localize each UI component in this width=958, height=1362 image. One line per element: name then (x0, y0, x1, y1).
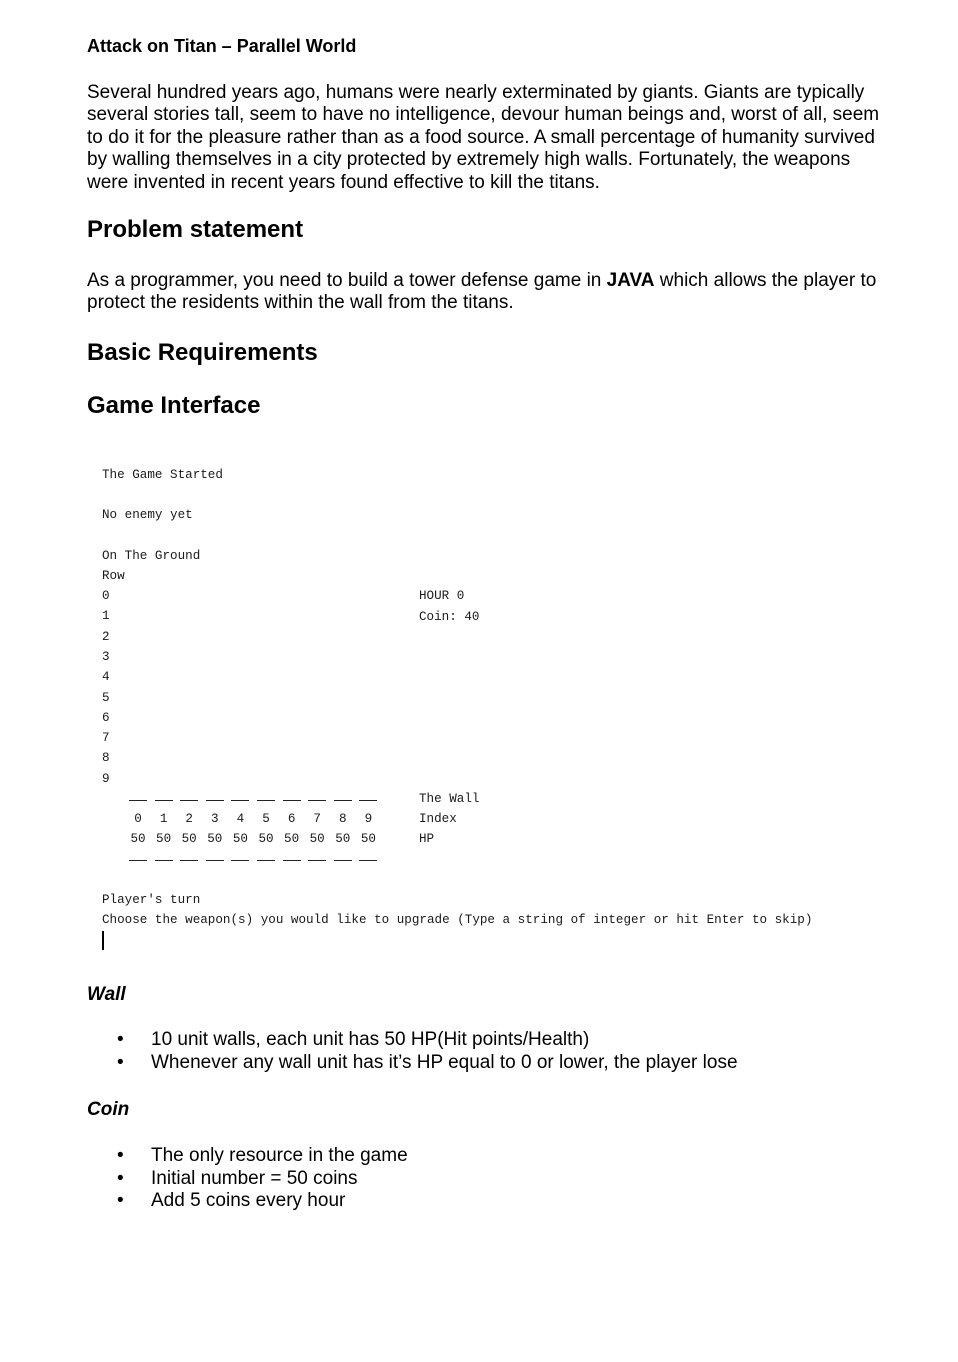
wall-divider-dash (359, 800, 377, 801)
wall-divider-dash (359, 860, 377, 861)
wall-divider-dash (257, 800, 275, 801)
wall-divider-dash (231, 860, 249, 861)
intro-paragraph: Several hundred years ago, humans were nearly exterminated by giants. Giants are typically several stories tall, seem to have no intelligence, devour human beings and, worst of all, seem to do it for the pleasure rather than as a food source. A small percentage of humanity survived by walling themselves in a city protected by extremely high walls. Fortunately, the weapons were invented in recent years found effective to kill the titans. (87, 82, 880, 193)
wall-hp-cell: 50 (360, 832, 376, 846)
wall-hp-cell: 50 (156, 832, 172, 846)
wall-index-cell: 1 (159, 812, 168, 826)
wall-index-cell: 7 (313, 812, 321, 826)
wall-divider-dash (334, 860, 352, 861)
console-prompt: Choose the weapon(s) you would like to upgrade (Type a string of integer or hit Enter to skip) (102, 913, 813, 927)
wall-divider-dash (308, 800, 326, 801)
wall-hp-cell: 50 (232, 832, 248, 846)
problem-paragraph (87, 270, 887, 315)
wall-index-cell: 2 (185, 812, 193, 826)
wall-hp-cell: 50 (284, 832, 300, 846)
wall-divider-dash (231, 800, 249, 801)
console-players-turn: Player's turn (102, 893, 201, 907)
console-row-number: 9 (102, 771, 110, 786)
wall-divider-dash (283, 800, 301, 801)
problem-text-end: which allows the player to protect the residents within the wall from the titans. (87, 270, 877, 314)
console-coin: Coin: 40 (419, 610, 480, 624)
console-row-number: 3 (102, 649, 110, 664)
wall-divider-dash (206, 860, 224, 861)
wall-heading: Wall (87, 984, 126, 1005)
wall-divider-dash (155, 860, 173, 861)
console-row-number: 1 (102, 609, 110, 624)
wall-hp-cell: 50 (258, 832, 274, 846)
list-item: • Add 5 coins every hour (110, 1190, 408, 1213)
wall-bullet-list (110, 1029, 738, 1074)
wall-hp-cell: 50 (309, 832, 325, 846)
problem-text-start: As a programmer, you need to build a tower defense game in (87, 270, 607, 291)
list-item: • Initial number = 50 coins (110, 1168, 408, 1191)
console-row-number: 0 (102, 589, 110, 603)
java-keyword: JAVA (606, 270, 655, 291)
wall-divider-dash (334, 800, 352, 801)
console-row-number: 8 (102, 751, 110, 766)
list-item: • 10 unit walls, each unit has 50 HP(Hit points/Health) (110, 1029, 738, 1052)
console-row-number: 6 (102, 710, 110, 725)
wall-index-cell: 3 (211, 812, 219, 826)
console-game-started: The Game Started (102, 468, 223, 482)
console-wall-label: The Wall (419, 792, 480, 806)
list-item: • The only resource in the game (110, 1145, 408, 1168)
wall-divider-dash (155, 800, 173, 801)
console-row-number: 2 (102, 629, 110, 644)
list-item: • Whenever any wall unit has it’s HP equal to 0 or lower, the player lose (110, 1052, 738, 1075)
wall-index-cell: 9 (364, 812, 373, 826)
console-no-enemy: No enemy yet (102, 508, 193, 522)
wall-hp-cell: 50 (335, 832, 351, 846)
game-interface-heading: Game Interface (87, 392, 261, 419)
console-row-number: 5 (102, 690, 110, 705)
wall-divider-dash (257, 860, 275, 861)
console-hour: HOUR 0 (419, 589, 465, 603)
console-row-number: 7 (102, 731, 110, 746)
wall-divider-dash (206, 800, 224, 801)
problem-statement-heading: Problem statement (87, 216, 304, 243)
console-on-ground: On The Ground (102, 549, 201, 563)
wall-index-cell: 4 (236, 812, 245, 826)
wall-index-cell: 8 (339, 812, 347, 826)
wall-index-cell: 0 (134, 812, 142, 826)
wall-hp-cell: 50 (130, 832, 146, 846)
document-title: Attack on Titan – Parallel World (87, 36, 357, 56)
wall-divider-dash (180, 800, 198, 801)
wall-divider-dash (129, 800, 147, 801)
wall-hp-cell: 50 (181, 832, 197, 846)
wall-hp-cell: 50 (207, 832, 223, 846)
console-row-number: 4 (102, 670, 110, 685)
console-row-label: Row (102, 569, 125, 583)
wall-divider-dash (308, 860, 326, 861)
basic-requirements-heading: Basic Requirements (87, 339, 318, 366)
text-cursor[interactable] (102, 931, 104, 950)
console-hp-label: HP (419, 832, 435, 846)
console-index-label: Index (419, 812, 457, 826)
wall-divider-dash (283, 860, 301, 861)
wall-divider-dash (129, 860, 147, 861)
wall-divider-dash (180, 860, 198, 861)
wall-index-cell: 5 (262, 812, 270, 826)
coin-heading: Coin (87, 1099, 130, 1120)
coin-bullet-list (110, 1145, 408, 1213)
wall-index-cell: 6 (287, 812, 296, 826)
